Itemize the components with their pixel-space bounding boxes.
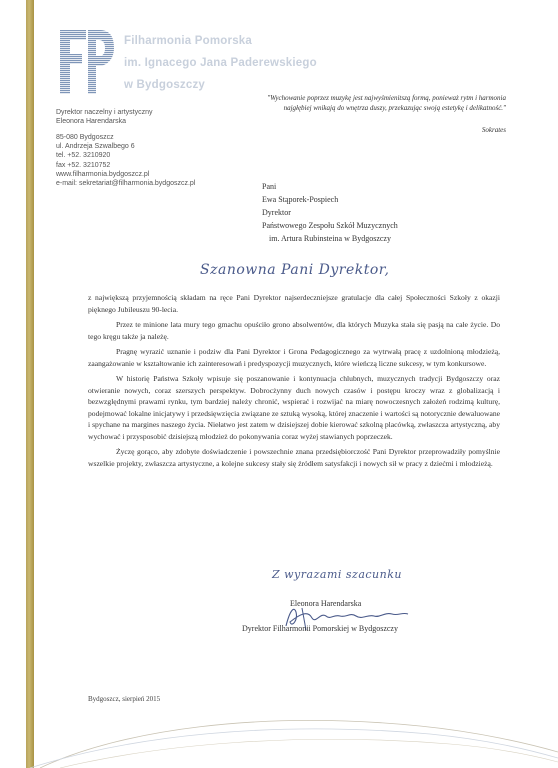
org-name-line-3: w Bydgoszczy: [124, 79, 206, 91]
quote-author: Sokrates: [481, 126, 506, 134]
contact-email: e-mail: sekretariat@filharmonia.bydgoszcz.pl: [56, 180, 196, 188]
body-paragraph-4: W historię Państwa Szkoły wpisuje się poszanowanie i kontynuacja chlubnych, muzycznych tradycji Bydgoszczy oraz otwieranie nowych, coraz szerszych perspektyw. Dobrocżynny duch nowych czasów i postępu kroczy wraz z globalizacją i bezwzględnymi prawami rynku, tym bardziej należy chronić, wspierać i rozwijać na miarę nowoczesnych założeń rodzimą kulturę, podejmować lokalne inicjatywy i przedsięwzięcia związane ze sztuką wysoką, której znaczenie i wartości są notorycznie dewaluowane i spychane na margines naszego życia. Niełatwo jest zatem w dzisiejszej dobie kierować szkolną placówką, zwłaszcza artystyczną, aby wychować i przysposobić dzisiejszą młodzież do pokonywania coraz wyżej stawianych poprzeczek.: [88, 374, 500, 441]
recipient-line-4: Państwowego Zespołu Szkół Muzycznych: [262, 221, 398, 230]
contact-tel: tel. +52. 3210920: [56, 152, 111, 160]
signatory-name: Eleonora Harendarska: [290, 599, 362, 608]
recipient-address: [262, 180, 398, 245]
body-paragraph-5: Życzę gorąco, aby zdobyte doświadczenie i powszechnie znana przedsiębiorczość Pani Dyrektor przeprowadziły pomyślnie wszelkie projekty, zwłaszcza artystyczne, a kolejne sukcesy stały się źródłem satysfakcji i nowych sił w pracy z dziećmi i młodzieżą.: [88, 447, 500, 468]
fp-logo: [56, 26, 116, 98]
handwritten-salutation: Szanowna Pani Dyrektor,: [200, 262, 390, 278]
org-name-line-2: im. Ignacego Jana Paderewskiego: [124, 57, 317, 69]
director-name: Eleonora Harendarska: [56, 118, 127, 125]
recipient-line-5: im. Artura Rubinsteina w Bydgoszczy: [269, 234, 391, 243]
letter-body: [88, 292, 500, 473]
recipient-line-1: Pani: [262, 182, 277, 191]
signatory-title: Dyrektor Filharmonii Pomorskiej w Bydgoszczy: [242, 624, 398, 633]
decorative-swirl: [0, 700, 558, 768]
gold-vertical-rule: [26, 0, 34, 768]
body-paragraph-3: Pragnę wyrazić uznanie i podziw dla Pani Dyrektor i Grona Pedagogicznego za wytrwałą pracę z uzdolnioną młodzieżą, zaangażowanie w kształtowanie ich zainteresowań i predyspozycji muzycznych, które wieńczą liczne sukcesy, w tym konkursowe.: [88, 347, 500, 368]
contact-fax: fax +52. 3210752: [56, 161, 111, 169]
handwritten-closing: Z wyrazami szacunku: [272, 568, 402, 581]
org-name-line-1: Filharmonia Pomorska: [124, 35, 252, 47]
place-and-date: Bydgoszcz, sierpień 2015: [88, 695, 161, 703]
director-title: Dyrektor naczelny i artystyczny: [56, 109, 153, 116]
body-paragraph-1: z największą przyjemnością składam na ręce Pani Dyrektor najserdeczniejsze gratulacje dla całej Społeczności Szkoły z okazji pięknego Jubileuszu 90-lecia.: [88, 293, 500, 314]
socrates-quote: "Wychowanie poprzez muzykę jest najwyśmienitszą formą, ponieważ rytm i harmonia najgłębiej wnikają do wnętrza duszy, przekazując swoją estetykę i delikatność.": [267, 94, 506, 112]
organization-name: [124, 30, 317, 96]
recipient-line-2: Ewa Stąporek-Pospiech: [262, 195, 339, 204]
contact-www: www.filharmonia.bydgoszcz.pl: [56, 170, 150, 178]
director-block: [56, 108, 152, 126]
recipient-line-3: Dyrektor: [262, 208, 291, 217]
contact-postal: 85-080 Bydgoszcz: [56, 134, 114, 141]
body-paragraph-2: Przez te minione lata mury tego gmachu opuściło grono absolwentów, dla których Muzyka stała się pasją na całe życie. Do tego kręgu także ja należę.: [88, 320, 500, 341]
contact-street: ul. Andrzeja Szwalbego 6: [56, 143, 135, 151]
contact-block: [56, 133, 195, 188]
